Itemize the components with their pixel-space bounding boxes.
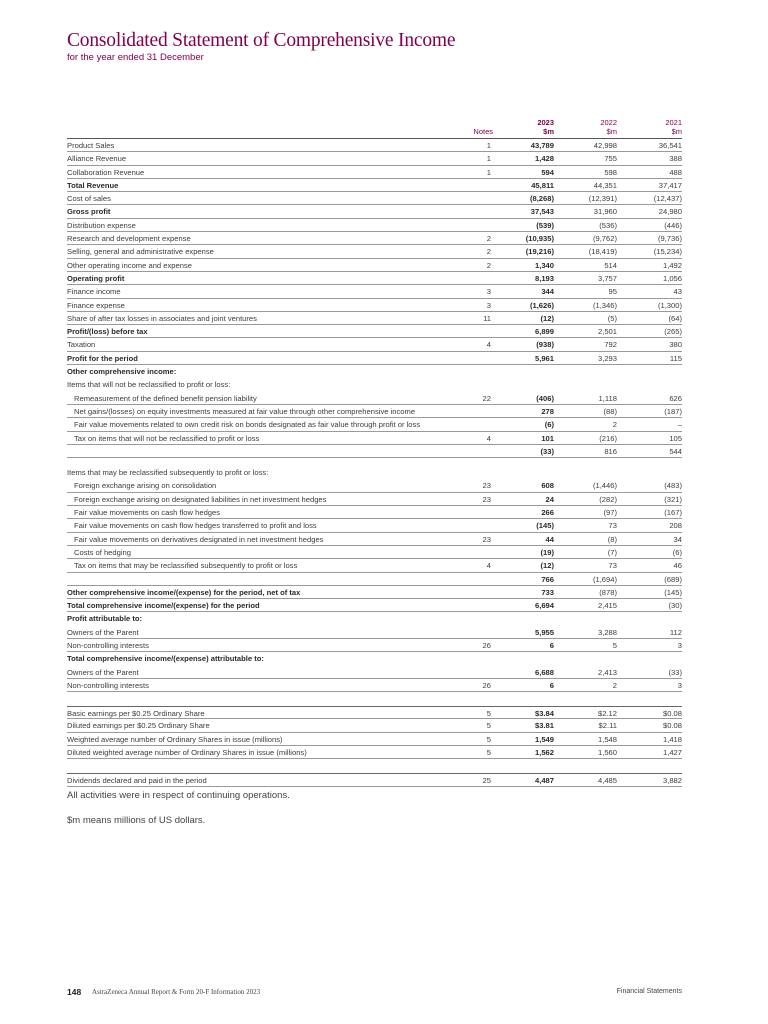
table-row: Alliance Revenue 1 1,428 755 388	[67, 152, 682, 165]
section-heading: Profit attributable to:	[67, 614, 143, 624]
table-row: Diluted earnings per $0.25 Ordinary Share 5 $3.81 $2.11 $0.08	[67, 719, 682, 732]
table-row: Non-controlling interests 26 6 5 3	[67, 639, 682, 652]
table-row: Non-controlling interests 26 6 2 3	[67, 679, 682, 692]
table-row-subtotal: (33) 816 544	[67, 445, 682, 458]
table-row-total: Profit/(loss) before tax 6,899 2,501 (265)	[67, 325, 682, 338]
table-row: Share of after tax losses in associates and joint ventures 11 (12) (5) (64)	[67, 312, 682, 325]
table-row: Owners of the Parent 6,688 2,413 (33)	[67, 666, 682, 679]
table-row: Foreign exchange arising on consolidation 23 608 (1,446) (483)	[67, 479, 682, 492]
table-row: Tax on items that will not be reclassified to profit or loss 4 101 (216) 105	[67, 432, 682, 445]
col-2022-header: 2022 $m	[600, 118, 617, 136]
spacer	[67, 692, 682, 706]
section-heading: Total comprehensive income/(expense) attributable to:	[67, 654, 264, 664]
table-row: Fair value movements on cash flow hedges 266 (97) (167)	[67, 506, 682, 519]
table-row-total: Gross profit 37,543 31,960 24,980	[67, 205, 682, 218]
table-row: Finance expense 3 (1,626) (1,346) (1,300)	[67, 299, 682, 312]
table-row: Fair value movements related to own credit risk on bonds designated as fair value through profit or loss (6) 2 –	[67, 418, 682, 431]
table-header	[67, 119, 682, 139]
table-row-total: Total Revenue 45,811 44,351 37,417	[67, 179, 682, 192]
table-row: Weighted average number of Ordinary Shares in issue (millions) 5 1,549 1,548 1,418	[67, 733, 682, 746]
page-subtitle: for the year ended 31 December	[67, 52, 204, 63]
table-row: Owners of the Parent 5,955 3,288 112	[67, 626, 682, 639]
section-heading: Other comprehensive income:	[67, 367, 177, 377]
table-row-total: Operating profit 8,193 3,757 1,056	[67, 272, 682, 285]
table-row: Net gains/(losses) on equity investments measured at fair value through other comprehensive income 278 (88) (187)	[67, 405, 682, 418]
spacer	[67, 458, 682, 466]
page-title: Consolidated Statement of Comprehensive Income	[67, 30, 456, 51]
subsection-heading: Items that will not be reclassified to profit or loss:	[67, 380, 231, 390]
spacer	[67, 759, 682, 773]
table-row: Taxation 4 (938) 792 380	[67, 338, 682, 351]
table-row: Fair value movements on derivatives designated in net investment hedges 23 44 (8) 34	[67, 533, 682, 546]
report-name: AstraZeneca Annual Report & Form 20-F Information 2023	[92, 988, 261, 996]
table-row: Distribution expense (539) (536) (446)	[67, 219, 682, 232]
table-row: Dividends declared and paid in the period 25 4,487 4,485 3,882	[67, 773, 682, 786]
table-row: Remeasurement of the defined benefit pension liability 22 (406) 1,118 626	[67, 392, 682, 405]
page-number: 148	[67, 987, 82, 997]
section-name: Financial Statements	[616, 988, 682, 995]
table-row-subtotal: 766 (1,694) (689)	[67, 573, 682, 586]
table-row: Product Sales 1 43,789 42,998 36,541	[67, 139, 682, 152]
table-row: Basic earnings per $0.25 Ordinary Share 5 $3.84 $2.12 $0.08	[67, 706, 682, 719]
table-row: Finance income 3 344 95 43	[67, 285, 682, 298]
table-row-total: Total comprehensive income/(expense) for the period 6,694 2,415 (30)	[67, 599, 682, 612]
income-statement-table	[67, 119, 682, 787]
table-row: Foreign exchange arising on designated liabilities in net investment hedges 23 24 (282) (321)	[67, 493, 682, 506]
table-row: Fair value movements on cash flow hedges transferred to profit and loss (145) 73 208	[67, 519, 682, 532]
table-row: Tax on items that may be reclassified subsequently to profit or loss 4 (12) 73 46	[67, 559, 682, 572]
table-row: Cost of sales (8,268) (12,391) (12,437)	[67, 192, 682, 205]
table-row: Selling, general and administrative expense 2 (19,216) (18,419) (15,234)	[67, 245, 682, 258]
table-row: Diluted weighted average number of Ordinary Shares in issue (millions) 5 1,562 1,560 1,427	[67, 746, 682, 759]
col-2021-header: 2021 $m	[665, 118, 682, 136]
table-row: Costs of hedging (19) (7) (6)	[67, 546, 682, 559]
continuing-operations-note: All activities were in respect of continuing operations.	[67, 790, 290, 801]
table-row: Collaboration Revenue 1 594 598 488	[67, 166, 682, 179]
notes-header: Notes	[473, 126, 493, 136]
col-2023-header: 2023 $m	[537, 118, 554, 136]
table-row-total: Other comprehensive income/(expense) for the period, net of tax 733 (878) (145)	[67, 586, 682, 599]
table-row: Other operating income and expense 2 1,340 514 1,492	[67, 259, 682, 272]
table-row: Research and development expense 2 (10,935) (9,762) (9,736)	[67, 232, 682, 245]
subsection-heading: Items that may be reclassified subsequently to profit or loss:	[67, 468, 269, 478]
millions-note: $m means millions of US dollars.	[67, 815, 206, 826]
table-row-total: Profit for the period 5,961 3,293 115	[67, 352, 682, 365]
